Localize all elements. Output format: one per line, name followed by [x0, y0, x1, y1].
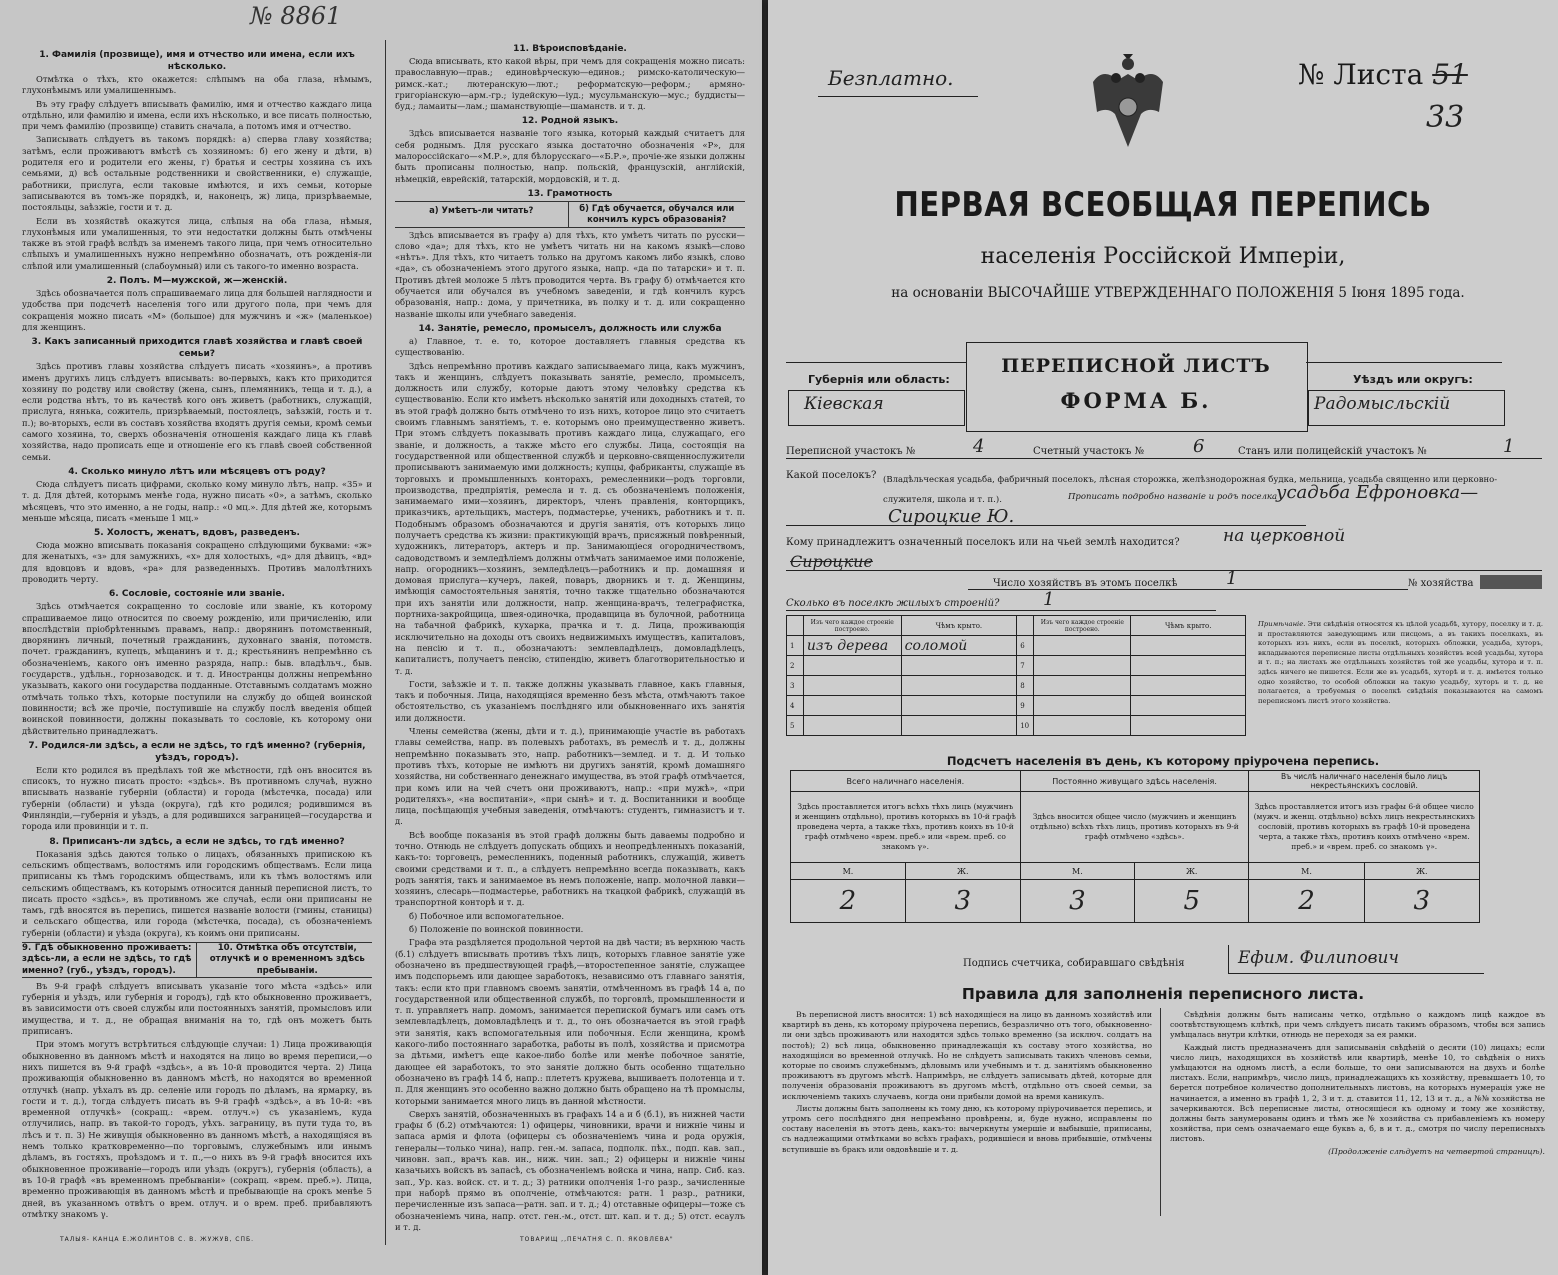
row-number: 8 — [1017, 676, 1034, 696]
building-material[interactable] — [1034, 656, 1131, 676]
instruction-paragraph: Графа эта раздѣляется продольной чертой на двѣ части; въ верхнюю часть (б.1) слѣдуетъ вписывать противъ тѣхъ лицъ, которыхъ главное занятіе уже обозначено въ предшествующей графѣ,—второстепенное занятіе, служащее имъ подспорьемъ или дающее заработокъ, независимо отъ главнаго занятія, такъ: если кто при главномъ своемъ занятіи, отмѣченномъ въ графѣ 14 а, по государственной или общественной службѣ, по торговлѣ, промышленности и т. п. управляетъ напр. домомъ, занимается перепиской бумагъ или самъ отъ землевладѣлецъ, домовладѣлецъ и т. д., то онъ обозначается въ этой графѣ эти занятія, какъ вспомогательныя или побочныя. Если женщина, кромѣ какого-либо постояннаго заработка, работы въ полѣ, хозяйства и присмотра за дѣтьми, имѣетъ еще какое-либо болѣе или менѣе побочное занятіе, дающее ей заработокъ, то это занятіе должно быть особенно тщательно обозначено въ графѣ 14 б, напр.: плететъ кружева, вышиваетъ полотенца и т. п. Для женщинъ это особенно важно должно быть обращено на тѣ промыслы, которыми занимается много лицъ въ данной мѣстности. — [395, 937, 745, 1106]
row-number: 1 — [787, 636, 804, 656]
instruction-paragraph: Здѣсь противъ главы хозяйства слѣдуетъ писать «хозяинъ», а противъ именъ другихъ лицъ слѣдуетъ вписывать: во-первыхъ, какъ кто приходится хозяину по родству или свойству (жена, сынъ, племянникъ, теща и т. д.), а если родства нѣтъ, то въ качествѣ кого онъ живетъ (работникъ, служащій, прислуга, нянька, сожитель, призрѣваемый, постоялецъ, заѣзжій, гость и т. п.); во-вторыхъ, если въ составъ хозяйства входятъ другія семьи, кромѣ семьи самого хозяина, то, сверхъ обозначенія отношенія каждаго лица къ главѣ хозяйства, надо прописать еще и отношеніе его къ главѣ своей собственной семьи. — [22, 361, 372, 462]
building-material[interactable] — [1034, 636, 1131, 656]
table-row — [787, 696, 1246, 716]
section-heading: 1. Фамилія (прозвище), имя и отчество или имена, если ихъ нѣсколько. — [39, 50, 355, 72]
poselok-label: Какой поселокъ? — [786, 470, 877, 481]
present-female-value[interactable]: 3 — [905, 880, 1020, 923]
noble-male-value[interactable]: 2 — [1249, 880, 1364, 923]
census-basis: на основаніи ВЫСОЧАЙШЕ УТВЕРЖДЕННАГО ПОЛОЖЕНІЯ 5 Іюня 1895 года. — [891, 285, 1465, 301]
population-table — [790, 770, 1480, 923]
population-text-noble: Здѣсь проставляется итогъ изъ графы 6-й общее число (мужч. и женщ. отдѣльно) всѣхъ лицъ некрестьянскихъ сословій, противъ которыхъ въ графѣ 10-й проведена черта, а также тѣхъ, противъ коихъ отмѣчено «врем. преб.» и «врем. преб. со знакомъ γ». — [1249, 792, 1480, 863]
instructions-column-2 — [395, 40, 745, 1235]
household-no-label: № хозяйства — [1408, 578, 1474, 589]
left-page — [0, 0, 762, 1275]
permanent-male-value[interactable]: 3 — [1020, 880, 1134, 923]
row-number: 10 — [1017, 716, 1034, 736]
schetny-value: 6 — [1193, 436, 1205, 457]
rules-divider — [1160, 1008, 1161, 1216]
poselok-value: усадьба Ефроновка— — [1276, 482, 1479, 503]
buildings-note — [1258, 620, 1543, 706]
instruction-paragraph: а) Главное, т. е. то, которое доставляетъ главныя средства къ существованію. — [395, 335, 745, 358]
poselok-note: (Владѣльческая усадьба, фабричный поселокъ, лѣсная сторожка, желѣзнодорожная будка, мельница, усадьба священно или церковно-служителя, школа и т. п.). — [883, 475, 1498, 505]
building-roof[interactable] — [1131, 696, 1246, 716]
note-text: Эти свѣдѣнія относятся къ цѣлой усадьбѣ, хутору, поселку и т. д. и проставляются заведующимъ или писцомъ, а въ такихъ поселкахъ, въ которыхъ изъ нихъ, если въ поселкѣ, которыхъ обложки, усадьба, хуторъ, вкладываются переписные листы отдѣльныхъ хозяйствъ всей усадьбы, хутора и т. п.; на листахъ же отдѣльныхъ хозяйствъ той же усадьбы, хутора и т. п. здѣсь ничего не пишется. Если же въ усадьбѣ, хуторѣ и т. д. имѣется только одно хозяйство, то особой обложки на такую усадьбу, хуторъ и т. д. не полагается, а требуемыя о поселкѣ свѣдѣнія показываются на самомъ переписномъ листѣ этого хозяйства. — [1258, 620, 1543, 705]
signature-label: Подпись счетчика, собиравшаго свѣдѣнія — [963, 958, 1185, 969]
rules-title: Правила для заполненія переписного листа. — [961, 985, 1365, 1003]
building-roof[interactable] — [1131, 716, 1246, 736]
population-header-permanent: Постоянно живущаго здѣсь населенія. — [1020, 771, 1249, 792]
instruction-paragraph: Сюда можно вписывать показанія сокращено слѣдующими буквами: «ж» для женатыхъ, «з» для замужнихъ, «х» для холостыхъ, «д» для дѣвицъ, «вд» для вдовцовъ и вдовъ, «ра» для разведенныхъ. Противъ малолѣтнихъ проводить черту. — [22, 540, 372, 584]
uchastok-value: 4 — [973, 436, 985, 457]
table-row — [787, 656, 1246, 676]
instruction-paragraph: Отмѣтка о тѣхъ, кто окажется: слѣпымъ на оба глаза, нѣмымъ, глухонѣмымъ или умалишеннымъ. — [22, 74, 372, 96]
population-header-row — [791, 771, 1480, 792]
table-row — [787, 636, 1246, 656]
section-heading: 8. Приписанъ-ли здѣсь, а если не здѣсь, то гдѣ именно? — [49, 836, 345, 847]
building-material[interactable] — [1034, 676, 1131, 696]
form-frame-top-right — [1306, 362, 1502, 363]
permanent-female-value[interactable]: 5 — [1135, 880, 1249, 923]
male-header: М. — [1020, 863, 1134, 880]
row-number: 2 — [787, 656, 804, 676]
building-material[interactable] — [803, 696, 901, 716]
section-heading: 6. Сословіе, состояніе или званіе. — [109, 589, 285, 600]
population-header-present: Всего наличнаго населенія. — [791, 771, 1021, 792]
female-header: Ж. — [1135, 863, 1249, 880]
instruction-paragraph: При этомъ могутъ встрѣтиться слѣдующіе случаи: 1) Лица проживающія обыкновенно въ данномъ мѣстѣ и находятся на лицо во время переписи,—о нихъ пишется въ 9-й графѣ «здѣсь», а въ 10-й проводится черта. 2) Лица проживающія обыкновенно въ данномъ мѣстѣ, но находятся во временной отлучкѣ (напр. уѣхалъ въ др. селеніе или городъ по дѣламъ, на ярмарку, въ гости и т. д.), тогда слѣдуетъ писать въ 9-й графѣ «здѣсь», а въ 10-й: «въ временной отлучкѣ» (сокращ.: «врем. отлуч.») съ указаніемъ, куда отлучились, напр. въ такой-то городъ, уѣхъ. заграницу, въ пути туда то, въ лѣсъ и т. п. 3) Не живущія обыкновенно въ данномъ мѣстѣ, а находящіяся въ немъ только кратковременно—по торговымъ, служебнымъ или инымъ дѣламъ, въ гостяхъ, проѣздомъ и т. п.,—о нихъ въ 9-й графѣ вносится ихъ обыкновенное проживаніе—городъ или уѣздъ (округъ), губернія (область), а въ 10-й графѣ «въ временномъ пребываніи» (сокращ. «врем. преб.»). Лица, временно проживающія въ данномъ мѣстѣ и пребывающіе на срокъ менѣе 5 дней, въ указанномъ отвѣтъ о врем. отлуч. и о врем. преб. прибавляютъ отмѣтку знакомъ γ. — [22, 1039, 372, 1219]
buildings-label: Сколько въ поселкѣ жилыхъ строеній? — [786, 598, 1000, 609]
right-page — [768, 0, 1558, 1275]
building-material[interactable]: изъ дерева — [803, 636, 901, 656]
instruction-paragraph: Сверхъ занятій, обозначенныхъ въ графахъ 14 а и б (б.1), въ нижней части графы б (б.2) отмѣчаются: 1) офицеры, чиновники, врачи и нижніе чины и запаса армія и флота (офицеры съ обозначеніемъ чина и рода оружія, генералы—только чина), напр. ген.-м. запаса, подполк. пѣх., подп. кав. зап., чиновн. зап., врачъ кав. ин., ниж. чин. зап.; 2) офицеры и нижніе чины казачьихъ войскъ въ запасѣ, съ обозначеніемъ войска и чина, напр. Сиб. каз. зап., Ур. каз. войск. ст. и т. д.; 3) ратники ополченія 1-го разр., зачисленные при наборѣ прямо въ ополченіе, отмѣчаются: ратн. 1 разр., ратники, перечисленные изъ запаса—ратн. зап. и т. д.; 4) отставные офицеры—тоже съ обозначеніемъ чина, напр. отст. ген.-м., отст. шт. кап. и т. д.; 5) отст. есаулъ и т. д. — [395, 1108, 745, 1232]
rule-paragraph: Свѣдѣнія должны быть написаны четко, отдѣльно о каждомъ лицѣ каждое въ соотвѣтствующемъ клѣткѣ, при чемъ слѣдуетъ писать такимъ образомъ, чтобы вся запись умѣщалась внутри клѣтки, отнюдь не переходя за ея рамки. — [1170, 1010, 1545, 1040]
instruction-paragraph: Здѣсь вписывается названіе того языка, который каждый считаетъ для себя роднымъ. Для русскаго языка достаточно обозначенія «Р», для малороссійскаго—«М.Р.», для бѣлорусскаго—«Б.Р.», прочіе-же языки должны быть прописаны полностью, напр. польскій, французскій, англійскій, нѣмецкій, еврейскій, татарскій, мордовскій, и т. д. — [395, 128, 745, 184]
uchastok-line — [786, 458, 1542, 459]
building-roof[interactable]: соломой — [901, 636, 1017, 656]
instruction-paragraph: б) Побочное или вспомогательное. — [409, 910, 565, 921]
census-subtitle: населенія Россійской Имперіи, — [980, 244, 1346, 269]
row-number: 7 — [1017, 656, 1034, 676]
instruction-paragraph: Гости, заѣзжіе и т. п. также должны указывать главное, какъ главныя, такъ и побочныя. Лица, находящіяся временно безъ мѣста, отмѣчаютъ такое обстоятельство, съ указаніемъ послѣдняго или обыкновеннаго ихъ занятія или должности. — [395, 678, 745, 723]
row-number: 5 — [787, 716, 804, 736]
households-count-label: Число хозяйствъ въ этомъ поселкѣ — [993, 578, 1178, 589]
signature-value: Ефим. Филипович — [1238, 948, 1400, 968]
free-label: Безплатно. — [828, 66, 954, 90]
female-header: Ж. — [1364, 863, 1479, 880]
present-male-value[interactable]: 2 — [791, 880, 906, 923]
building-material[interactable] — [803, 656, 901, 676]
row-number: 9 — [1017, 696, 1034, 716]
instruction-paragraph: Всѣ вообще показанія въ этой графѣ должны быть даваемы подробно и точно. Отнюдь не слѣдуетъ допускать общихъ и неопредѣленныхъ показаній, какъ-то: торговецъ, ремесленникъ, поденный работникъ, служащій, живетъ своими средствами и т. п., а слѣдуетъ непремѣнно всегда показывать, какъ родъ занятія, такъ и занимаемое въ немъ положеніе, напр. молочной лавки—хозяинъ, слесарь—подмастерье, работникъ на ткацкой фабрикѣ, служащій въ транспортной конторѣ и т. д. — [395, 829, 745, 908]
owner-label: Кому принадлежитъ означенный поселокъ или на чьей землѣ находится? — [786, 537, 1180, 548]
column-divider — [385, 40, 386, 1245]
buildings-line — [786, 610, 1216, 611]
female-header: Ж. — [905, 863, 1020, 880]
poselok-value-2: Сироцкие Ю. — [888, 506, 1015, 527]
male-header: М. — [1249, 863, 1364, 880]
male-header: М. — [791, 863, 906, 880]
population-sex-row — [791, 863, 1480, 880]
buildings-header-roof: Чѣмъ крыто. — [1131, 616, 1246, 636]
instruction-paragraph: Здѣсь обозначается полъ спрашиваемаго лица для большей наглядности и удобства при подсчетѣ населенія того или другого пола, при чемъ для сокращенія можно писать «М» (большое) для мужчинъ и «ж» (маленькое) для женщинъ. — [22, 288, 372, 332]
section-heading: 12. Родной языкъ. — [521, 116, 619, 127]
owner-value-2: Сироцкие — [790, 552, 873, 571]
population-values-row — [791, 880, 1480, 923]
q13-read-heading: а) Умѣетъ-ли читать? — [395, 202, 569, 227]
imperial-eagle-icon — [1083, 52, 1173, 152]
instruction-paragraph: Записывать слѣдуетъ въ такомъ порядкѣ: а) сперва главу хозяйства; затѣмъ, если проживаютъ вмѣстѣ съ хозяиномъ: б) его жену и дѣти, в) родителя его и родители его жены, г) братья и сестры хозяина съ ихъ семьями, д) всѣ остальные родственники и свойственники, е) служащіе, работники, прислуга, если таковые имѣются, и ихъ семьи, которые записываются въ томъ-же порядкѣ, и, наконецъ, ж) лица, призрѣваемые, постояльцы, заѣзжіе, гости и т. д. — [22, 134, 372, 213]
row-number: 4 — [787, 696, 804, 716]
building-roof[interactable] — [901, 716, 1017, 736]
section-heading: 11. Вѣроисповѣданіе. — [513, 44, 627, 54]
free-underline — [818, 96, 978, 97]
instruction-paragraph: Если въ хозяйствѣ окажутся лица, слѣпыя на оба глаза, нѣмыя, глухонѣмыя или умалишенныя, то эти недостатки должны быть отмѣчены также въ этой графѣ вслѣдъ за именемъ такого лица, при чемъ относительно слѣпыхъ и умалишенныхъ нужно непремѣнно обозначать, отъ рожденія-ли слѣпой или умалишенный (слабоумный) или съ такого-то именно возраста. — [22, 215, 372, 271]
instruction-paragraph: Въ 9-й графѣ слѣдуетъ вписывать указаніе того мѣста «здѣсь» или губернія и уѣздъ, или губернія и городъ), гдѣ кто обыкновенно проживаетъ, въ зависимости отъ своей службы или постоянныхъ занятій, промысловъ или имущества, и т. д., не обращая вниманія на то, гдѣ онъ можетъ быть приписанъ. — [22, 980, 372, 1037]
buildings-header-roof: Чѣмъ крыто. — [901, 616, 1017, 636]
building-material[interactable] — [1034, 716, 1131, 736]
instructions-column-1 — [22, 46, 372, 1222]
population-count-title: Подсчетъ населенія въ день, къ которому пріурочена перепись. — [946, 754, 1380, 768]
corner-handwriting: № 8861 — [250, 2, 342, 30]
building-material[interactable] — [1034, 696, 1131, 716]
building-roof[interactable] — [901, 696, 1017, 716]
sheet-number-value: 51 — [1432, 58, 1468, 91]
printer-imprint-left: ТАЛЫЯ- КАНЦА Е.ЖОЛИНТОВ С. В. ЖУЖУВ, СПБ. — [60, 1236, 254, 1243]
rules-column-left — [782, 1010, 1152, 1157]
q10-heading: 10. Отмѣтка объ отсутствіи, отлучкѣ и о временномъ здѣсь пребываніи. — [209, 943, 365, 976]
buildings-header-made: Изъ чего каждое строеніе построено. — [1034, 616, 1131, 636]
section-heading: 3. Какъ записанный приходится главѣ хозяйства и главѣ своей семьи? — [31, 337, 363, 360]
row-number: 3 — [787, 676, 804, 696]
population-header-noble: Въ числѣ наличнаго населенія было лицъ некрестьянскихъ сословій. — [1249, 771, 1480, 792]
households-line — [968, 589, 1408, 590]
instruction-paragraph: Здѣсь отмѣчается сокращенно то сословіе или званіе, къ которому спрашиваемое лицо относится по своему рожденію, или причисленію, или впослѣдствіи пріобрѣтеннымъ правамъ, напр.: дворянинъ потомственный, дворянинъ личный, почетный гражданинъ, духовнаго званія, потомств. почет. гражданинъ, купецъ, мѣщанинъ и т. д.; крестьянинъ непремѣнно съ обозначеніемъ, какого онъ именно разряда, напр.: быв. владѣльч., быв. государств., удѣльн., горнозаводск. и т. д. Иностранцы должны непремѣнно указывать, какого они государства подданные. Отставнымъ солдатамъ можно отмѣчать только тѣхъ, которые поступили на службу до общей воинской повинности; всѣ же прочіе, поступившіе на службу послѣ введенія общей воинской повинности, должны показывать то сословіе, къ которому они дѣйствительно принадлежатъ. — [22, 601, 372, 736]
note-label: Примѣчаніе. — [1258, 620, 1306, 628]
section-heading: 13. Грамотность — [527, 188, 613, 199]
poselok-note2: Прописать подробно названіе и родъ поселка — [1068, 492, 1278, 502]
rules-column-right — [1170, 1010, 1545, 1159]
instruction-paragraph: Если кто родился въ предѣлахъ той же мѣстности, гдѣ онъ вносится въ списокъ, то нужно писать просто: «здѣсь». Въ противномъ случаѣ, нужно вписывать названіе губерніи (области) и города (мѣстечка, посада) или губерніи (области) и уѣзда (округа), гдѣ кто родился; родившимся въ Финляндіи,—губернія и уѣздъ, а для родившихся заграницей—государства и города или провинціи и т. п. — [22, 764, 372, 832]
buildings-table — [786, 615, 1246, 736]
sheet-number-label: № Листа — [1298, 58, 1424, 91]
table-row — [787, 716, 1246, 736]
instruction-paragraph: Въ эту графу слѣдуетъ вписывать фамилію, имя и отчество каждаго лица отдѣльно, или фамилію и имена, если ихъ нѣсколько, и все писать полностью, при чемъ фамилію (прозвище) ставить сначала, а потомъ имя и отчество. — [22, 98, 372, 132]
guberniya-value: Кіевская — [804, 394, 884, 414]
building-roof[interactable] — [901, 676, 1017, 696]
section-heading: 5. Холостъ, женатъ, вдовъ, разведенъ. — [94, 528, 300, 539]
q13-subheader — [395, 201, 745, 228]
noble-female-value[interactable]: 3 — [1364, 880, 1479, 923]
uezd-value: Радомысльскій — [1314, 394, 1451, 414]
schetny-label: Счетный участокъ № — [1033, 446, 1145, 457]
instruction-paragraph: Здѣсь вписывается въ графу а) для тѣхъ, кто умѣетъ читать по русски—слово «да»; для тѣхъ, кто не умѣетъ читать ни на какомъ языкѣ—слово «нѣтъ». Для тѣхъ, кто читаетъ только на другомъ какомъ либо языкѣ, слово «да», съ обозначеніемъ этого другого языка, напр. «да по татарски» и т. п. Противъ дѣтей моложе 5 лѣтъ проводится черта. Въ графу б) отмѣчается кто обучается или обучался въ учебномъ заведеніи, и гдѣ кончилъ курсъ образованія, напр.: дома, у причетника, въ полку и т. д. или сокращенно названіе школы или учебнаго заведенія. — [395, 229, 745, 319]
buildings-header-made: Изъ чего каждое строеніе построено. — [803, 616, 901, 636]
row-number: 6 — [1017, 636, 1034, 656]
table-row — [787, 676, 1246, 696]
building-roof[interactable] — [1131, 676, 1246, 696]
stan-label: Станъ или полицейскій участокъ № — [1238, 446, 1427, 457]
instruction-paragraph: Показанія здѣсь даются только о лицахъ, обязанныхъ припискою къ сельскимъ обществамъ, волостямъ или городскимъ обществамъ. Если лица приписаны къ тѣмъ городскимъ обществамъ, или къ тѣмъ волостямъ или сельскимъ обществамъ, къ которымъ относится данный переписной листъ, то писать просто «здѣсь», въ противномъ же случаѣ, если они приписаны не тамъ, гдѣ вносятся въ перепись, пишется названіе волости (гмины, станицы) и сельскаго общества, или города (мѣстечка, посада), съ обозначеніемъ губерніи (области) и уѣзда (округа), къ коимъ они приписаны. — [22, 848, 372, 938]
instruction-paragraph: Сюда вписывать, кто какой вѣры, при чемъ для сокращенія можно писать: православную—прав.; единовѣрческую—единов.; римско-католическую—римск.-кат.; лютеранскую—лют.; реформатскую—реформ.; армяно-григоріанскую—арм.-гр.; іудейскую—іуд.; мусульманскую—мус.; буддисты—буд.; ламаиты—лам.; шаманствующіе—шаманств. и т. д. — [395, 56, 745, 112]
rule-paragraph: (Продолженіе слѣдуетъ на четвертой страницѣ). — [1328, 1146, 1545, 1156]
buildings-header-row — [787, 616, 1246, 636]
building-roof[interactable] — [1131, 656, 1246, 676]
household-no-field[interactable] — [1480, 575, 1542, 589]
section-heading: 14. Занятіе, ремесло, промыселъ, должность или служба — [418, 323, 722, 334]
households-count-value: 1 — [1226, 568, 1238, 589]
population-text-permanent: Здѣсь вносится общее число (мужчинъ и женщинъ отдѣльно) всѣхъ тѣхъ лицъ, противъ которыхъ въ 9-й графѣ отмѣчено «здѣсь». — [1020, 792, 1249, 863]
building-material[interactable] — [803, 716, 901, 736]
uchastok-label: Переписной участокъ № — [786, 446, 916, 457]
sheet-number-corrected: 33 — [1426, 100, 1465, 135]
section-heading: 4. Сколько минуло лѣтъ или мѣсяцевъ отъ роду? — [68, 466, 326, 477]
instruction-paragraph: Члены семейства (жены, дѣти и т. д.), принимающіе участіе въ работахъ главы семейства, напр. въ полевыхъ работахъ, въ ремеслѣ и т. д., должны непремѣнно показывать это, напр. работникъ—землед. и т. д. И только противъ тѣхъ, которые не имѣютъ ни другихъ занятій, кромѣ домашняго хозяйства, ни собственнаго денежнаго имущества, въ этой графѣ отмѣчается, при комъ или на чей счетъ они проживаютъ, напр.: «при мужѣ», «при родителяхъ», «на воспитаніи», «при сынѣ» и т. д. Воспитанники и вообще лица, посѣщающія учебныя заведенія, отмѣчаютъ: студентъ, гимназистъ и т. д. — [395, 726, 745, 827]
building-roof[interactable] — [1131, 636, 1246, 656]
rule-paragraph: Каждый листъ предназначенъ для записыванія свѣдѣній о десяти (10) лицахъ; если число лицъ, находящихся въ хозяйствѣ или квартирѣ, менѣе 10, то свѣдѣнія о нихъ умѣщаются на одномъ листѣ, а если больше, то они записываются на двухъ и болѣе листахъ. Если, напримѣръ, число лицъ, принадлежащихъ къ хозяйству, превышаетъ 10, то берется потребное количество дополнительныхъ листовъ, на которыхъ нумерація уже не начинается, а именно въ графѣ 1, 2, 3 и т. д. ставится 11, 12, 13 и т. д., а №№ хозяйства не зачеркиваются. Всѣ переписные листы, относящіеся къ одному и тому же хозяйству, должны быть занумерованы одинъ и тѣмъ же № хозяйства съ прибавленіемъ къ номеру хозяйства, при семъ означаемаго еще буквъ а, б, в и т. д., смотря по числу переписныхъ листовъ. — [1170, 1042, 1545, 1144]
rule-paragraph: Въ переписной листъ вносятся: 1) всѣ находящіеся на лицо въ данномъ хозяйствѣ или квартирѣ въ день, къ которому пріурочена перепись, безразлично отъ того, обыкновенно-ли они здѣсь проживаютъ или находятся здѣсь только временно (за исключ. солдатъ на постоѣ); 2) всѣ лица, обыкновенно принадлежащія къ составу этого хозяйства, но находящіяся во временной отлучкѣ. Но не слѣдуетъ записывать такихъ членовъ семьи, которые по своимъ служебнымъ, дѣловымъ или учебнымъ и т. д. занятіямъ обыкновенно проживаютъ въ другомъ мѣстѣ. Напримѣръ, не слѣдуетъ записывать дѣтей, которые для полученія образованія проживаютъ въ другомъ мѣстѣ, отдѣльно отъ своей семьи, за исключеніемъ такихъ случаевъ, когда они прибыли домой на время каникулъ. — [782, 1010, 1152, 1101]
q9-heading: 9. Гдѣ обыкновенно проживаетъ: здѣсь-ли, а если не здѣсь, то гдѣ именно? (губ., уѣздъ, городъ). — [22, 943, 197, 977]
form-frame-top — [786, 362, 966, 363]
rule-paragraph: Листы должны быть заполнены къ тому дню, къ которому пріурочивается перепись, и утромъ сего послѣдняго дня непремѣнно провѣрены, и, буде нужно, исправлены по составу населенія въ этотъ день, какъ-то: вычеркнуты умершіе и выбывшіе, приписаны, съ надлежащими отмѣтками во всѣхъ графахъ, родившіеся и вновь прибывшіе, отмѣчены вступившіе въ бракъ или овдовѣвшіе и т. д. — [782, 1103, 1152, 1154]
population-text-present: Здѣсь проставляется итогъ всѣхъ тѣхъ лицъ (мужчинъ и женщинъ отдѣльно), противъ которыхъ въ 10-й графѣ проведена черта, а также тѣхъ, противъ коихъ въ 10-й графѣ отмѣчено «врем. преб.» или «врем. преб. со знакомъ γ». — [791, 792, 1021, 863]
form-title: ПЕРЕПИСНОЙ ЛИСТЪ — [1001, 355, 1271, 377]
sheet-number — [1298, 58, 1468, 91]
section-heading: 2. Полъ. М—мужской, ж—женскій. — [106, 276, 288, 287]
instruction-paragraph: Сюда слѣдуетъ писать цифрами, сколько кому минуло лѣтъ, напр. «35» и т. д. Для дѣтей, которымъ менѣе года, нужно писать «0», а затѣмъ, сколько мѣсяцевъ, что это именно, а не годы, напр.: «0 мц.». Для дѣтей же, которымъ меньше мѣсяца, писать «меньше 1 мц.» — [22, 478, 372, 523]
buildings-value: 1 — [1043, 589, 1055, 610]
owner-line — [786, 570, 1542, 571]
section-heading: 7. Родился-ли здѣсь, а если не здѣсь, то гдѣ именно? (губернія, уѣздъ, городъ). — [28, 740, 366, 763]
q13-study-heading: б) Гдѣ обучается, обучался или кончилъ курсъ образованія? — [579, 202, 735, 225]
instruction-paragraph: б) Положеніе по воинской повинности. — [409, 924, 584, 935]
stan-value: 1 — [1503, 436, 1515, 457]
owner-value: на церковной — [1223, 526, 1346, 546]
q9-q10-header — [22, 942, 372, 978]
census-title: ПЕРВАЯ ВСЕОБЩАЯ ПЕРЕПИСЬ — [894, 185, 1432, 225]
uezd-label: Уѣздъ или округъ: — [1353, 373, 1473, 386]
building-roof[interactable] — [901, 656, 1017, 676]
instruction-paragraph: Здѣсь непремѣнно противъ каждаго записываемаго лица, какъ мужчинъ, такъ и женщинъ, слѣдуетъ показывать занятіе, ремесло, промыселъ, должность или службу, которые даютъ этому человѣку средства къ существованію. Если кто имѣетъ нѣсколько занятій или доходныхъ статей, то въ этой графѣ должно быть отмѣчено то изъ нихъ, которое лицо это считаетъ своимъ главнымъ занятіемъ, т. е. которымъ оно преимущественно живетъ. При этомъ слѣдуетъ показывать противъ каждаго лица, служащаго, его званіе, и должность, а также мѣсто его службы. Лица, состоящія на государственной или общественной службѣ и церковно-священнослужители прописываютъ занимаемую ими должность; купцы, фабриканты, служащіе въ торговыхъ и промышленныхъ конторахъ, ремесленники—родъ торговли, производства, предпріятія, ремесла и т. д. съ обозначеніемъ положенія, занимаемаго ими—хозяинъ, директоръ, членъ правленія, конторщикъ, приказчикъ, артельщикъ, мастеръ, подмастерье, ученикъ, работникъ и т. п. Подобнымъ образомъ обозначаются и другія занятія, отъ которыхъ лицо получаетъ средства къ жизни: практикующій врачъ, присяжный повѣренный, художникъ, литераторъ, актеръ и пр. Занимающіеся огородничествомъ, садоводствомъ и земледѣліемъ должны отмѣчать занимаемое ими положеніе, напр. огородникъ—хозяинъ, земледѣлецъ—работникъ и пр. домашняя и домовая прислуга—кучеръ, лакей, поваръ, дворникъ и т. д. Женщины, имѣющія самостоятельныя занятія, точно также тщательно обозначаются при ихъ занятіи или должности, напр. женщина-врачъ, телеграфистка, портниха-закройщица, швея-одиночка, продавщица въ булочной, работница на табачной фабрикѣ, кухарка, прачка и т. д. Лица, проживающія исключительно на доходы отъ своихъ недвижимыхъ имуществъ, капиталовъ, на пенсію и т. п., обозначаютъ: землевладѣлецъ, домовладѣлецъ, капиталистъ, получаетъ пенсію, стипендію, живетъ благотворительностью и т. д. — [395, 360, 745, 676]
form-subtitle: ФОРМА Б. — [1060, 388, 1212, 413]
guberniya-label: Губернія или область: — [808, 373, 950, 386]
building-material[interactable] — [803, 676, 901, 696]
printer-imprint-right: ТОВАРИЩ ,,ПЕЧАТНЯ С. П. ЯКОВЛЕВА" — [520, 1236, 674, 1243]
population-text-row — [791, 792, 1480, 863]
